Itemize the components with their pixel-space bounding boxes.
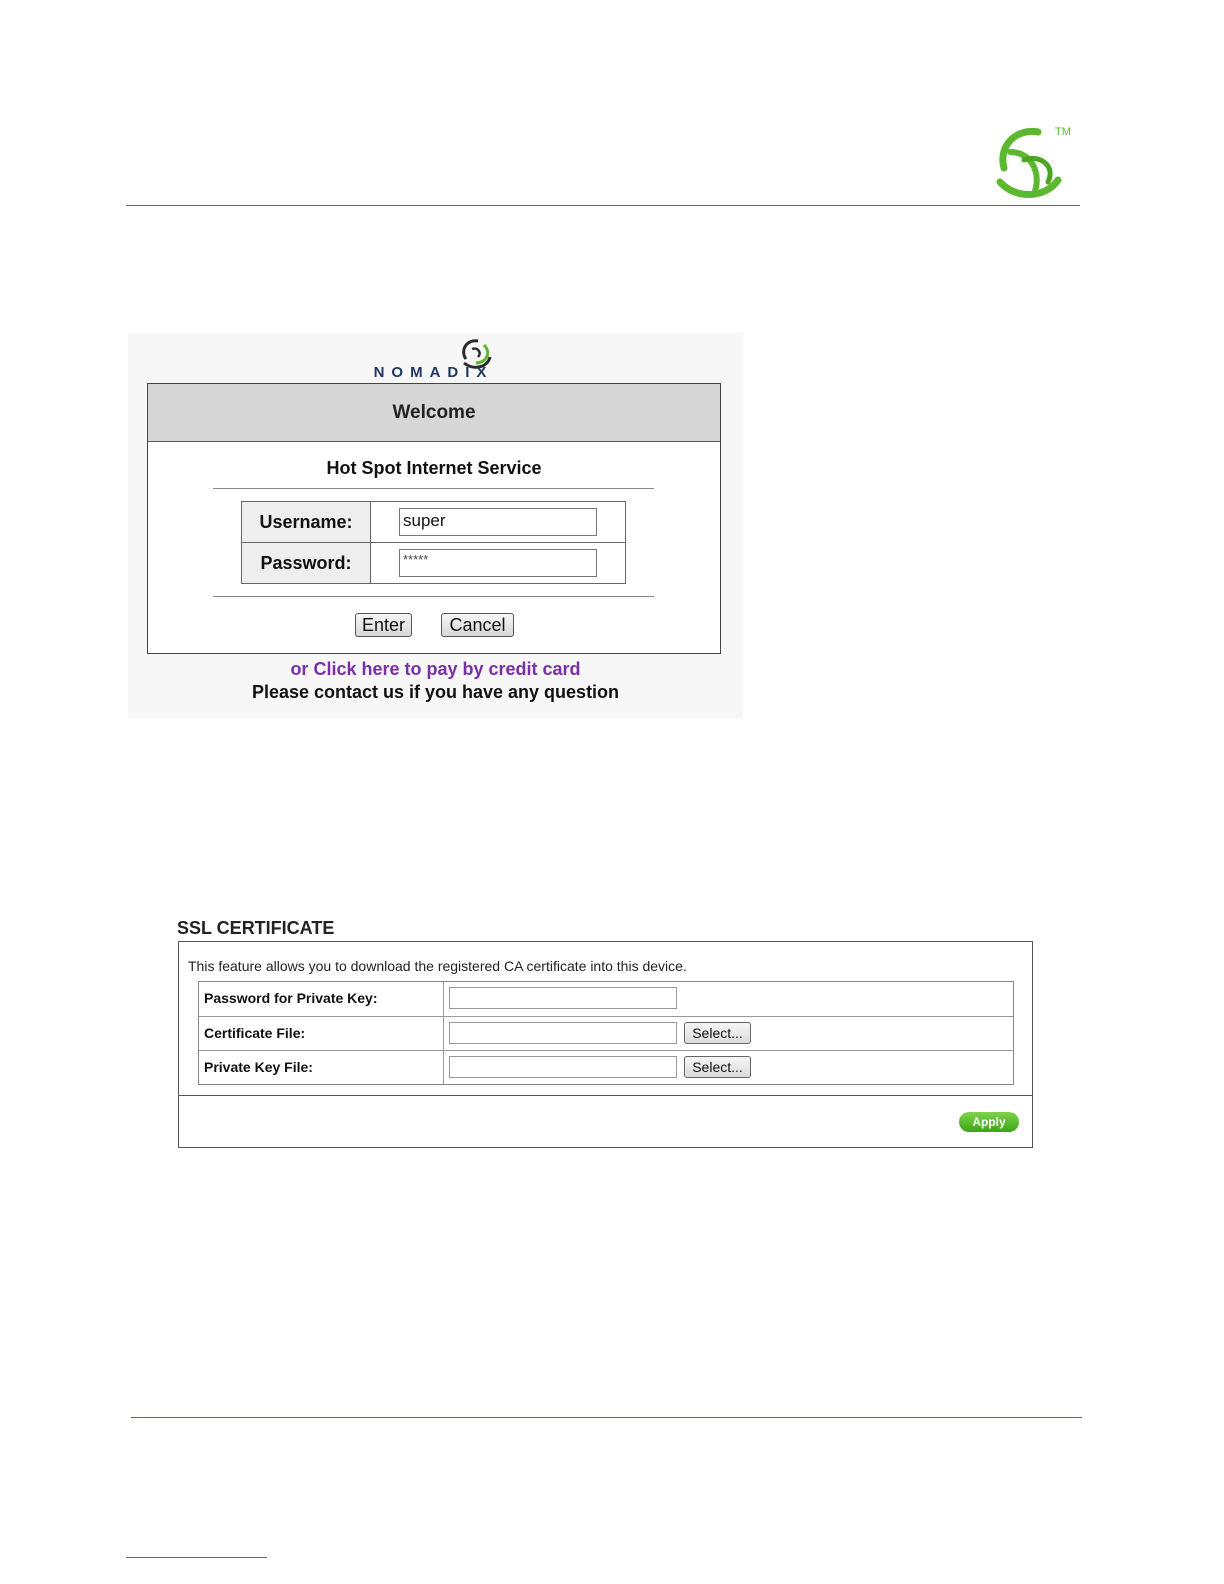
private-key-file-label: Private Key File: — [204, 1059, 313, 1075]
certificate-file-select-button[interactable]: Select... — [684, 1022, 751, 1044]
panel-divider — [179, 1095, 1032, 1096]
trademark-mark: TM — [1055, 126, 1071, 138]
nomadix-wordmark: NOMADIX — [373, 364, 494, 381]
service-title: Hot Spot Internet Service — [326, 458, 542, 478]
username-label: Username: — [242, 502, 370, 542]
private-key-file-select-button[interactable]: Select... — [684, 1056, 751, 1078]
row-divider — [199, 1050, 1013, 1051]
footer-rule — [131, 1417, 1082, 1418]
ssl-description: This feature allows you to download the registered CA certificate into this device. — [188, 958, 687, 974]
row-divider — [199, 1016, 1013, 1017]
enter-button[interactable]: Enter — [355, 613, 412, 637]
divider — [213, 596, 654, 597]
cancel-button[interactable]: Cancel — [441, 613, 514, 637]
password-label: Password: — [242, 543, 370, 583]
certificate-file-label: Certificate File: — [204, 1025, 306, 1041]
private-key-password-label: Password for Private Key: — [204, 990, 378, 1006]
private-key-file-input[interactable] — [449, 1056, 677, 1078]
ssl-certificate-title: SSL CERTIFICATE — [177, 918, 335, 938]
pay-by-credit-card-link[interactable]: or Click here to pay by credit card — [290, 659, 581, 679]
footnote-rule — [126, 1557, 267, 1558]
welcome-title: Welcome — [148, 384, 720, 442]
private-key-password-input[interactable] — [449, 987, 677, 1009]
header-rule — [126, 205, 1080, 206]
certificate-file-input[interactable] — [449, 1022, 677, 1044]
contact-text: Please contact us if you have any question — [251, 682, 620, 702]
username-input[interactable]: super — [399, 508, 597, 536]
column-divider — [443, 982, 444, 1084]
apply-button[interactable]: Apply — [959, 1112, 1019, 1132]
password-input[interactable]: ***** — [399, 549, 597, 577]
table-divider — [242, 542, 625, 543]
divider — [213, 488, 654, 489]
nomadix-logo-icon — [986, 124, 1076, 204]
